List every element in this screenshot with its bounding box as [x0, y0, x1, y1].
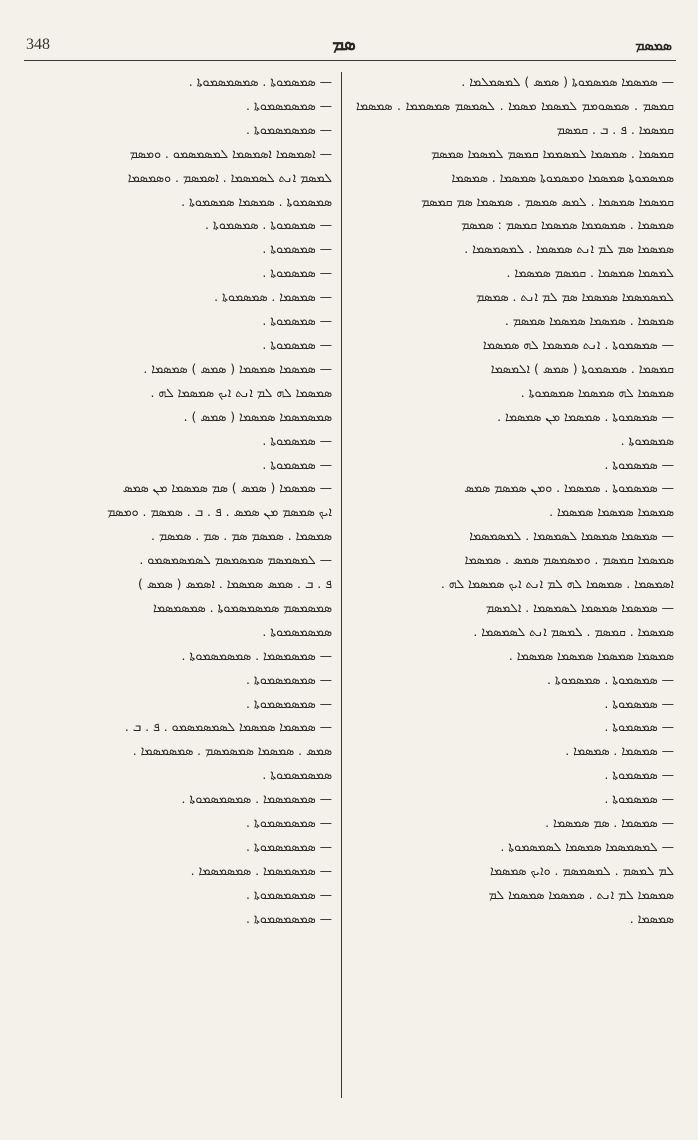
entry-line: — ܣܡܣܡܣܡܘܬܐ .	[246, 910, 332, 926]
entry-line: ܣܡܣܡܐ ܣܡ ܠܡ ܐܢܬ ܣܡܣܡܐ . ܠܡܣܡܣܡܐ .	[464, 241, 674, 257]
entry-line: ܣܡܣܡܘܬܐ . ܣܡܣܡܐ ܣܡܣܡܘܬܐ .	[181, 193, 332, 209]
entry-line: ܣܡܣܡܣܡܐ ܣܡܣܡܐ ( ܣܡܣ ) .	[183, 408, 332, 424]
entry-line: ܣܡܣܡܣܡܘܬܐ .	[262, 767, 332, 783]
entry-line: ܣܡܣܡܐ ܠܡ ܐܢܬ . ܣܡܣܡܐ ܣܡܣܡܐ ܠܡ	[488, 886, 674, 902]
entry-line: ܣܡܣܡܐ ܠܗ ܠܡ ܐܢܬ ܐܝܟ ܣܡܣܡܐ ܠܗ .	[150, 384, 332, 400]
left-column	[14, 70, 332, 931]
entry-line: — ܣܡܣܡܘܬܐ .	[262, 336, 332, 352]
entry-line: — ܣܡܣܡܘܬܐ . ܣܡܣܡܐ ܡܢ ܣܡܣܡܐ .	[497, 408, 674, 424]
entry-line: ܣܡܣܡܐ . ܣܡܣܡ ܣܡ . ܣܡ . ܣܡܣܡ .	[150, 528, 332, 544]
entry-line: — ܐܣܡܣܡܐ ܐܣܡܣܡܐ ܠܡܣܡܣܡܘ . ܘܡܣܡ	[129, 145, 332, 161]
entry-line: — ܣܡܣܡܣܡܘܬܐ .	[246, 121, 332, 137]
entry-line: — ܣܡܣܡܘܬܐ .	[604, 719, 674, 735]
entry-line: ܩܡܣܡܐ . ܣܡܣܡܘܬܐ ( ܣܡܣ ) ܐܠܡܣܡܐ	[490, 360, 674, 376]
entry-line: ܣܡܣܡܐ . ܣܡܣܡܐ ܣܡܣܡܐ ܣܡܣܡ .	[504, 313, 674, 329]
entry-line: ܦ . ܒ . ܣܡܣ ܣܡܣܡܐ . ܐܣܡܣ ( ܣܡܣ )	[137, 576, 332, 592]
header-rule	[24, 60, 676, 61]
entry-line: — ܣܡܣܡܐ . ܣܡܣܡܐ .	[565, 743, 674, 759]
entry-line: ܣܡܣܡܐ ܣܡܣܡܐ ܣܡܣܡܐ .	[549, 504, 674, 520]
entry-line: ܣܡܣܡܣܡ ܣܡܣܡܣܡܘܬܐ . ܣܡܣܡܣܡܐ	[153, 599, 332, 615]
entry-line: — ܣܡܣܡܐ ܣܡܣܡܘܬܐ ( ܣܡܣ ) ܠܡܣܡܠܡܐ .	[461, 74, 674, 89]
entry-line: ܐܝܟ ܣܡܣܡ ܡܢ ܣܡܣ . ܦ . ܒ . ܣܡܣܡ . ܘܡܣܡ	[107, 504, 332, 520]
entry-line: — ܣܡܣܡܘܬܐ . ܣܡܣܡܘܬܐ .	[547, 671, 674, 687]
entry-line: ܣܡܣܡܐ . ܣܡܣܡܡܐ ܣܡܣܡܐ ܩܡܣܡ : ܣܡܣܡ	[461, 217, 674, 233]
entry-line: ܩܡܣܡܐ . ܣܡܣܡܐ ܠܡܣܡܡܐ ܩܡܣܡ ܠܡܣܡܐ ܣܡܣܡ	[431, 145, 674, 161]
entry-line: — ܣܡܣܡܘܬܐ . ܐܢܬ ܣܡܣܡܐ ܠܗ ܣܡܣܡܐ	[482, 336, 674, 352]
entry-line: ܐܣܡܣܡܐ . ܣܡܣܡܐ ܠܗ ܠܡ ܐܢܬ ܐܝܟ ܣܡܣܡܐ ܠܗ .	[440, 576, 674, 592]
entry-line: — ܣܡܣܡܘܬܐ .	[604, 695, 674, 711]
entry-line: — ܣܡܣܡܣܡܘܬܐ .	[246, 97, 332, 113]
right-column	[356, 70, 674, 931]
entry-line: ܣܡܣܡܐ ܠܗ ܣܡܣܡܐ ܣܡܣܡܘܬܐ .	[520, 384, 674, 400]
entry-line: ܣܡܣܡܘܬܐ .	[620, 432, 674, 448]
entry-line: — ܣܡܣܡܘܬܐ .	[262, 265, 332, 281]
entry-line: — ܠܡܣܡܣܡܐ ܣܡܣܡܐ ܠܣܡܣܡܘܬܐ .	[500, 839, 674, 854]
entry-line: — ܣܡܣܡܘܬܐ . ܣܡܣܡܐ . ܘܡܢ ܣܡܣܡ ܣܡܣ	[464, 480, 674, 496]
entry-line: ܠܡܣܡܐ ܣܡܣܡܐ . ܩܡܣܡ ܣܡܣܡܐ .	[506, 265, 674, 281]
entry-line: ܣܡܣܡܘܬܐ ܣܡܣܡܐ ܘܡܣܡܘܬܐ ܣܡܣܡܐ . ܣܡܣܡܐ	[451, 169, 674, 185]
entry-line: — ܣܡܣܡܣܡܐ . ܣܡܣܡܣܡܘܬܐ .	[181, 791, 332, 807]
entry-line: — ܣܡܣܡܘܬܐ .	[604, 791, 674, 807]
entry-line: — ܣܡܣܡܘܬܐ .	[262, 241, 332, 257]
entry-line: ܠܡ ܠܡܣܡ . ܠܡܣܡܣܡ . ܘܐܝܟ ܣܡܣܡܐ	[490, 862, 674, 878]
entry-line: — ܣܡܣܡܐ . ܣܡ ܣܡܣܡܐ .	[545, 815, 674, 831]
entry-line: — ܣܡܣܡܐ ( ܣܡܣ ) ܣܡ ܣܡܣܡܐ ܡܢ ܣܡܣ	[122, 480, 332, 496]
entry-line: — ܣܡܣܡܘܬܐ . ܣܡܣܡܘܬܐ .	[205, 217, 332, 233]
entry-line: ܩܡܣܡ . ܣܡܣܘܡܡ ܠܡܣܡܐ ܡܣܡܐ . ܠܣܡܣܡ ܣܡܣܡܡܐ . ܣܡܣܡܐ ܩܡܣܡܐ . ܦ . ܒ . ܩܡܣܡ	[356, 97, 674, 137]
column-divider	[341, 72, 342, 1098]
entry-line: — ܣܡܣܡܣܡܐ . ܣܡܣܡܣܡܘܬܐ .	[181, 647, 332, 663]
entry-line: ܣܡܣܡܐ . ܩܡܣܡ . ܠܡܣܡ ܐܢܬ ܠܣܡܣܡܐ .	[473, 623, 674, 639]
entry-line: — ܣܡܣܡܣܡܘܬܐ .	[246, 886, 332, 902]
entry-line: — ܣܡܣܡܣܡܐ . ܣܡܣܡܣܡܐ .	[190, 862, 332, 878]
entry-line: — ܣܡܣܡܐ ܣܡܣܡܐ ܠܣܡܣܡܐ . ܐܠܡܣܡ	[485, 599, 674, 615]
entry-line: — ܣܡܣܡܐ ܣܡܣܡܐ ܠܣܡܣܡܐ . ܠܡܣܡܣܡܐ	[469, 528, 674, 544]
header-letter: ܣܡ	[332, 34, 356, 55]
entry-line: — ܣܡܣܡܣܡܘܬܐ .	[246, 695, 332, 711]
entry-line: ܣܡܣܡܐ ܣܡܣܡܐ ܣܡܣܡܐ ܣܡܣܡܐ .	[508, 647, 674, 663]
entry-line: ܣܡܣ . ܣܡܣܡܐ ܣܡܣܡܣܡ . ܣܡܣܡܣܡܐ .	[132, 743, 332, 759]
entry-line: — ܣܡܣܡܘܬܐ .	[262, 456, 332, 472]
entry-line: — ܣܡܣܡܐ ܣܡܣܡܐ ܠܣܡܣܡܣܡܘ . ܦ . ܒ .	[124, 719, 332, 735]
entry-line: — ܣܡܣܡܣܡܘܬܐ .	[246, 671, 332, 687]
entry-line: — ܣܡܣܡܐ . ܣܡܣܡܘܬܐ .	[214, 289, 332, 305]
entry-line: — ܠܡܣܡܣܡ ܣܡܣܡܣܡ ܠܣܡܣܡܣܡܘ .	[139, 552, 332, 568]
entry-line: — ܣܡܣܡܘܬܐ . ܣܡܣܡܣܡܘܬܐ .	[188, 74, 332, 89]
page-number: 348	[26, 36, 50, 53]
entry-line: ܠܡܣܡ ܐܢܬ ܠܣܡܣܡܐ . ܐܣܡܣܡ . ܘܣܡܣܡܐ	[127, 169, 332, 185]
entry-line: — ܣܡܣܡܘܬܐ .	[604, 456, 674, 472]
entry-line: — ܣܡܣܡܐ ܣܡܣܡܐ ( ܣܡܣ ) ܣܡܣܡܐ .	[143, 360, 332, 376]
entry-line: ܣܡܣܡܐ .	[629, 910, 674, 926]
entry-line: — ܣܡܣܡܣܡܘܬܐ .	[246, 815, 332, 831]
entry-line: ܠܡܣܡܣܡܐ ܣܡܣܡܐ ܣܡ ܠܡ ܐܢܬ . ܣܡܣܡ	[476, 289, 674, 305]
entry-line: ܣܡܣܡܐ ܩܡܣܡ . ܘܡܣܡܣܡ ܣܡܣ . ܣܡܣܡܐ	[464, 552, 674, 568]
entry-line: ܩܡܣܡܐ ܣܡܣܡܐ . ܠܡܣ ܣܡܣܡ . ܣܡܣܡܐ ܣܡ ܩܡܣܡ	[421, 193, 674, 209]
entry-line: — ܣܡܣܡܘܬܐ .	[262, 313, 332, 329]
entry-line: — ܣܡܣܡܘܬܐ .	[604, 767, 674, 783]
entry-line: ܣܡܣܡܣܡܘܬܐ .	[262, 623, 332, 639]
running-head: ܣܡܣܡ	[635, 38, 672, 54]
entry-line: — ܣܡܣܡܘܬܐ .	[262, 432, 332, 448]
entry-line: — ܣܡܣܡܣܡܘܬܐ .	[246, 839, 332, 854]
